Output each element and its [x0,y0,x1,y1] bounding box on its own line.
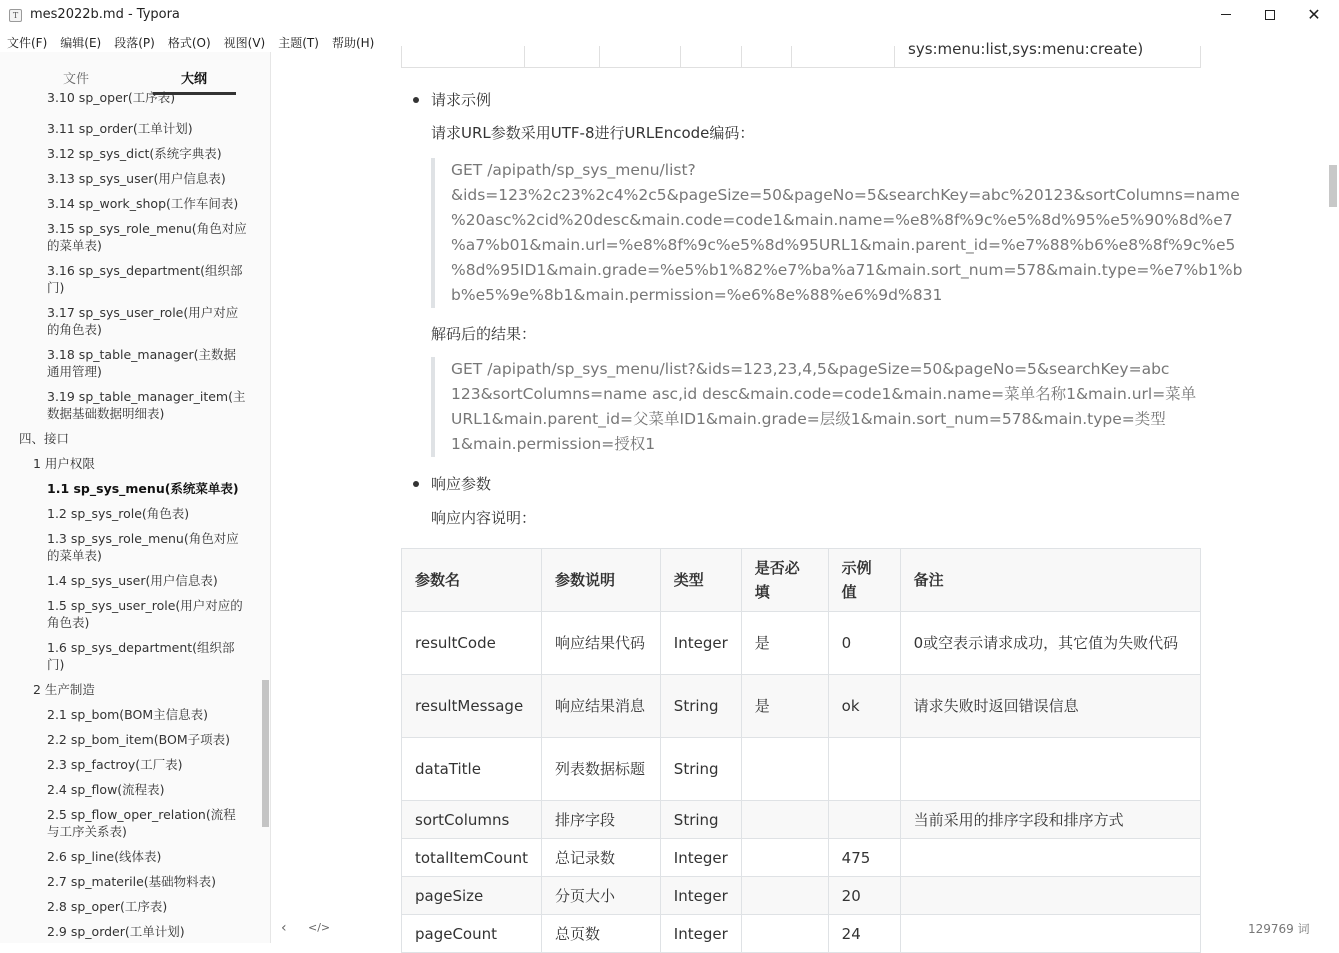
table-cell: 分页大小 [542,877,661,915]
title-bar [0,0,1339,30]
table-cell: 请求失败时返回错误信息 [900,675,1200,738]
quote-line: URL1&main.parent_id=父菜单ID1&main.grade=层级1&main.sort_num=578&main.type=类型 [451,410,1166,428]
outline-item[interactable]: 2.8 sp_oper(工序表) [47,899,168,914]
table-cell-divider [524,46,525,68]
outline-list [0,90,262,943]
outline-item-active[interactable]: 1.1 sp_sys_menu(系统菜单表) [47,481,239,496]
table-cell: Integer [660,877,741,915]
menu-format[interactable]: 格式(O) [167,36,211,50]
table-cell: 响应结果消息 [542,675,661,738]
table-cell [828,738,900,801]
table-cell-divider [741,46,742,68]
table-cell: sortColumns [402,801,542,839]
table-cell: resultMessage [402,675,542,738]
table-cell: Integer [660,915,741,953]
table-cell: 0 [828,612,900,675]
table-cell: String [660,738,741,801]
menu-theme[interactable]: 主题(T) [278,36,319,50]
outline-item[interactable]: 2.7 sp_materile(基础物料表) [47,874,217,889]
th-type: 类型 [660,549,741,612]
typora-app-icon: T [9,9,22,22]
outline-item[interactable]: 3.11 sp_order(工单计划) [47,121,193,136]
tab-files[interactable]: 文件 [63,72,90,87]
word-count[interactable]: 129769 词 [1248,922,1310,936]
menu-paragraph[interactable]: 段落(P) [114,36,155,50]
minimize-button[interactable] [1203,0,1249,30]
bullet-icon [413,481,419,487]
table-cell [900,738,1200,801]
req-url-note: 请求URL参数采用UTF-8进行URLEncode编码： [431,124,755,142]
table-cell: ok [828,675,900,738]
quote-line: GET /apipath/sp_sys_menu/list? [451,161,696,179]
table-cell: 475 [828,839,900,877]
encoded-url-blockquote [431,158,1243,308]
decoded-heading: 解码后的结果： [431,325,537,343]
table-cell: String [660,675,741,738]
table-cell [741,877,828,915]
response-params-table [401,548,1201,953]
table-cell: totalItemCount [402,839,542,877]
menu-file[interactable]: 文件(F) [7,36,48,50]
table-cell [900,877,1200,915]
table-cell-divider [599,46,600,68]
table-cell: Integer [660,839,741,877]
quote-line: %8d%95ID1&main.grade=%e5%b1%82%e7%ba%a71&main.sort_num=578&main.type=%e7%b1%b [451,261,1243,279]
maximize-icon [1265,10,1275,20]
table-cell: 总记录数 [542,839,661,877]
quote-line: %a7%b01&main.url=%e8%8f%9c%e5%8d%95URL1&main.parent_id=%e7%88%b6%e8%8f%9c%e5 [451,236,1236,254]
table-header-row [402,549,1201,612]
table-cell [900,915,1200,953]
table-cell [741,738,828,801]
table-row [402,738,1201,801]
cut-off-cell-text: sys:menu:list,sys:menu:create) [908,40,1144,58]
table-cell-divider [894,46,895,68]
outline-item[interactable]: 3.19 sp_table_manager_item(主数据基础数据明细表) [47,389,246,421]
table-cell: Integer [660,612,741,675]
th-remark: 备注 [900,549,1200,612]
editor-scrollbar[interactable] [1329,165,1337,207]
table-cell: 20 [828,877,900,915]
bullet-icon [413,97,419,103]
table-row [402,675,1201,738]
table-cell [741,839,828,877]
outline-item[interactable]: 3.18 sp_table_manager(主数据通用管理) [47,347,236,379]
table-row [402,612,1201,675]
table-cell: 当前采用的排序字段和排序方式 [900,801,1200,839]
tab-outline[interactable]: 大纲 [181,72,208,87]
resp-heading: 响应参数 [431,475,492,493]
req-example-heading: 请求示例 [431,91,492,109]
minimize-icon [1221,14,1231,15]
table-cell: String [660,801,741,839]
outline-item[interactable]: 2.9 sp_order(工单计划) [47,924,185,939]
resp-note: 响应内容说明： [431,509,537,527]
outline-item[interactable]: 3.15 sp_sys_role_menu(角色对应的菜单表) [47,221,247,253]
table-cell [900,839,1200,877]
table-cell: 排序字段 [542,801,661,839]
table-cell: 响应结果代码 [542,612,661,675]
table-row [402,877,1201,915]
table-cell [741,915,828,953]
table-cell: 24 [828,915,900,953]
table-cell-divider [791,46,792,68]
menu-edit[interactable]: 编辑(E) [60,36,102,50]
table-cell: resultCode [402,612,542,675]
table-cell: 列表数据标题 [542,738,661,801]
th-required: 是否必填 [741,549,828,612]
source-mode-toggle-icon[interactable]: </> [308,921,331,934]
th-param-name: 参数名 [402,549,542,612]
outline-item[interactable]: 3.14 sp_work_shop(工作车间表) [47,196,239,211]
menu-help[interactable]: 帮助(H) [331,36,375,50]
decoded-url-blockquote [431,357,1201,457]
quote-line: 123&sortColumns=name asc,id desc&main.code=code1&main.name=菜单名称1&main.url=菜单 [451,385,1197,403]
quote-line: GET /apipath/sp_sys_menu/list?&ids=123,23,4,5&pageSize=50&pageNo=5&searchKey=abc [451,360,1170,378]
table-cell: pageSize [402,877,542,915]
close-icon: ✕ [1307,5,1321,24]
close-button[interactable] [1291,0,1337,30]
table-cell: pageCount [402,915,542,953]
table-cell: 是 [741,612,828,675]
outline-item[interactable]: 2.2 sp_bom_item(BOM子项表) [47,732,231,747]
table-row [402,915,1201,953]
table-cell: dataTitle [402,738,542,801]
table-cell-divider [680,46,681,68]
outline-item[interactable]: 3.10 sp_oper(工序表) [47,90,176,105]
outline-item[interactable]: 3.17 sp_sys_user_role(用户对应的角色表) [47,305,239,337]
maximize-button[interactable] [1247,0,1293,30]
outline-item[interactable]: 2 生产制造 [33,682,95,697]
outline-item[interactable]: 3.13 sp_sys_user(用户信息表) [47,171,226,186]
outline-item[interactable]: 3.16 sp_sys_department(组织部门) [47,263,243,295]
table-cell [828,801,900,839]
table-cell [741,801,828,839]
outline-item[interactable]: 1.2 sp_sys_role(角色表) [47,506,190,521]
table-row [402,801,1201,839]
outline-item[interactable]: 3.12 sp_sys_dict(系统字典表) [47,146,222,161]
outline-item[interactable]: 2.4 sp_flow(流程表) [47,782,165,797]
outline-item[interactable]: 1.3 sp_sys_role_menu(角色对应的菜单表) [47,531,239,563]
th-example: 示例值 [828,549,900,612]
outline-item[interactable]: 四、接口 [19,431,70,446]
quote-line: &ids=123%2c23%2c4%2c5&pageSize=50&pageNo=5&searchKey=abc%20123&sortColumns=name [451,186,1240,204]
th-param-desc: 参数说明 [542,549,661,612]
menu-view[interactable]: 视图(V) [223,36,266,50]
outline-item[interactable]: 2.3 sp_factroy(工厂表) [47,757,183,772]
table-cell: 总页数 [542,915,661,953]
quote-line: 1&main.permission=授权1 [451,435,656,453]
table-cell: 0或空表示请求成功，其它值为失败代码 [900,612,1200,675]
quote-line: b%e5%9e%8b1&main.permission=%e6%8e%88%e6%9d%831 [451,286,943,304]
sidebar-scrollbar[interactable] [262,680,269,827]
quote-line: %20asc%2cid%20desc&main.code=code1&main.name=%e8%8f%9c%e5%8d%95%e5%90%8d%e7 [451,211,1233,229]
outline-item[interactable]: 1.5 sp_sys_user_role(用户对应的角色表) [47,598,243,630]
table-cell: 是 [741,675,828,738]
outline-item[interactable]: 1 用户权限 [33,456,95,471]
sidebar [0,52,271,943]
outline-item[interactable]: 2.1 sp_bom(BOM主信息表) [47,707,209,722]
table-row [402,839,1201,877]
outline-item[interactable]: 2.6 sp_line(线体表) [47,849,162,864]
outline-item[interactable]: 1.4 sp_sys_user(用户信息表) [47,573,218,588]
window-title: mes2022b.md - Typora [30,7,180,22]
outline-item[interactable]: 1.6 sp_sys_department(组织部门) [47,640,235,672]
outline-item[interactable]: 2.5 sp_flow_oper_relation(流程与工序关系表) [47,807,236,839]
collapse-sidebar-chevron-icon[interactable]: ‹ [281,920,287,936]
